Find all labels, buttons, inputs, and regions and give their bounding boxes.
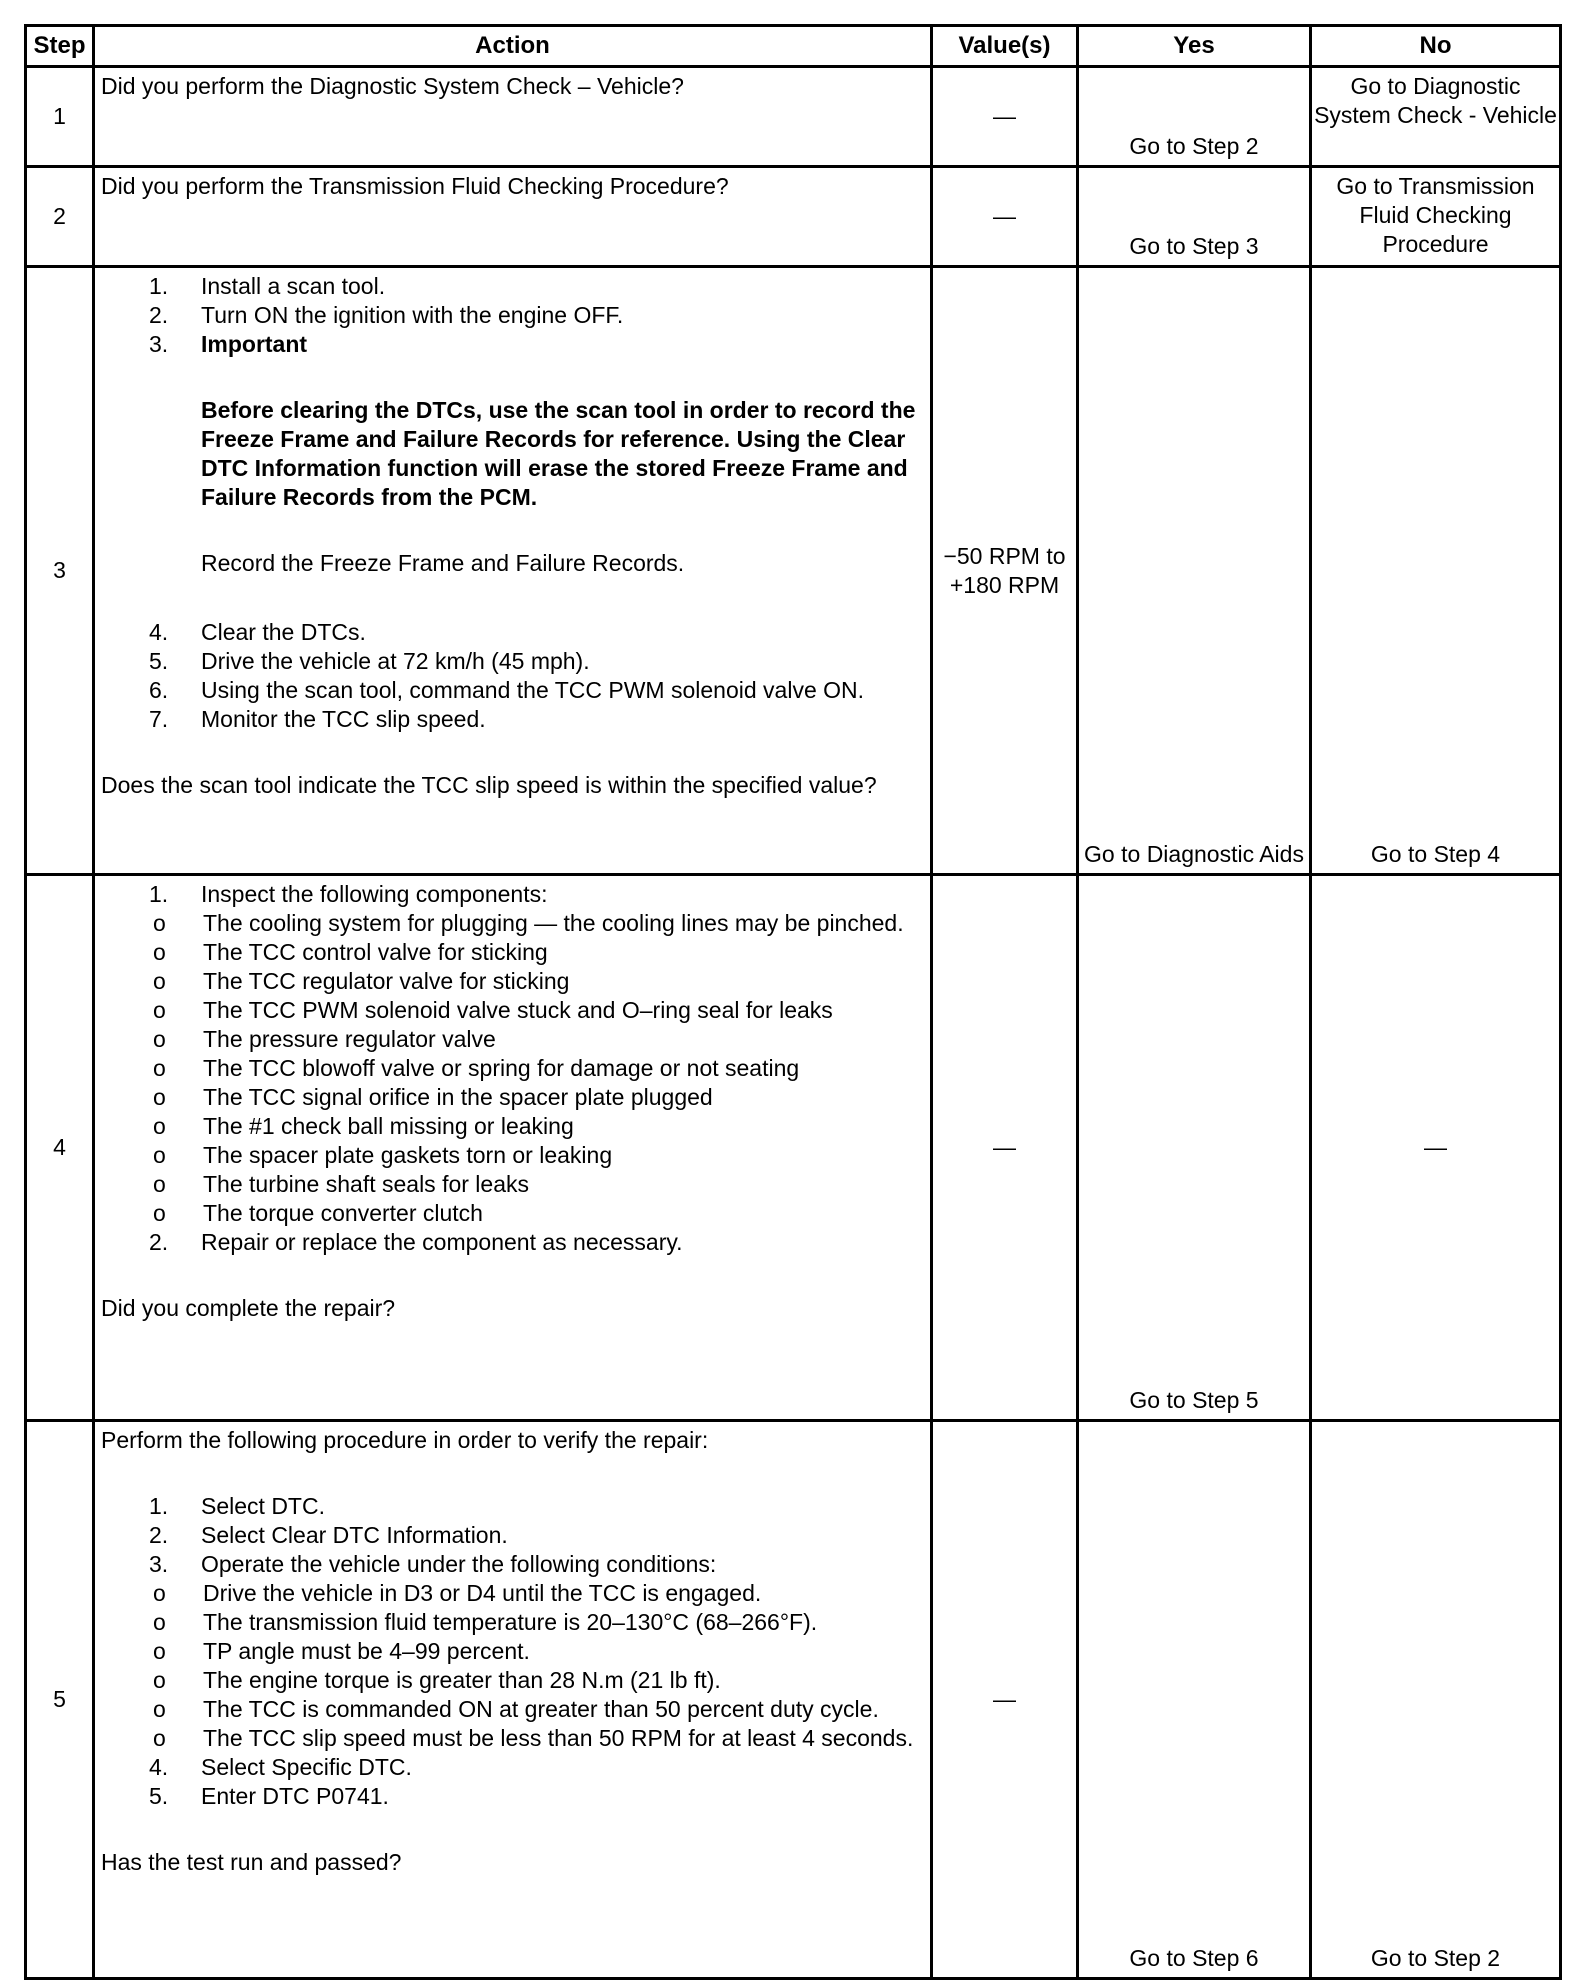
item-text: Enter DTC P0741. — [201, 1783, 389, 1809]
header-row — [26, 26, 1561, 67]
list-item — [101, 1550, 924, 1753]
list-item — [101, 705, 924, 734]
value-cell: −50 RPM to +180 RPM — [932, 267, 1078, 875]
component-item: o The TCC PWM solenoid valve stuck and O–ring seal for leaks — [101, 996, 924, 1025]
condition-item: o The TCC is commanded ON at greater than 50 percent duty cycle. — [101, 1695, 924, 1724]
action-question: Did you perform the Diagnostic System Check – Vehicle? — [101, 73, 684, 99]
action-cell — [94, 67, 932, 167]
item-number: 2. — [149, 302, 169, 328]
action-cell — [94, 267, 932, 875]
item-text: Install a scan tool. — [201, 273, 386, 299]
header-no: No — [1311, 26, 1561, 67]
item-number: 4. — [149, 619, 169, 645]
yes-cell: Go to Step 6 — [1078, 1421, 1311, 1979]
item-text: Drive the vehicle at 72 km/h (45 mph). — [201, 648, 590, 674]
item-text: Turn ON the ignition with the engine OFF. — [201, 302, 624, 328]
condition-item: o Drive the vehicle in D3 or D4 until the TCC is engaged. — [101, 1579, 924, 1608]
step-number: 5 — [26, 1421, 94, 1979]
item-number: 6. — [149, 677, 169, 703]
list-item — [101, 647, 924, 676]
yes-cell: Go to Step 3 — [1078, 167, 1311, 267]
item-text: Repair or replace the component as necessary. — [201, 1229, 683, 1255]
item-number: 5. — [149, 648, 169, 674]
item-number: 1. — [149, 1493, 169, 1519]
item-number: 2. — [149, 1522, 169, 1548]
no-cell: — — [1311, 875, 1561, 1421]
item-text: Monitor the TCC slip speed. — [201, 706, 486, 732]
component-item: o The spacer plate gaskets torn or leaking — [101, 1141, 924, 1170]
step-number: 2 — [26, 167, 94, 267]
header-step: Step — [26, 26, 94, 67]
step-number: 4 — [26, 875, 94, 1421]
step-number: 3 — [26, 267, 94, 875]
table-row — [26, 1421, 1561, 1979]
item-text: Select Specific DTC. — [201, 1754, 412, 1780]
header-action: Action — [94, 26, 932, 67]
step-list — [101, 880, 924, 1257]
yes-cell: Go to Diagnostic Aids — [1078, 267, 1311, 875]
value-cell: — — [932, 1421, 1078, 1979]
no-cell: Go to Step 2 — [1311, 1421, 1561, 1979]
component-item: o The turbine shaft seals for leaks — [101, 1170, 924, 1199]
action-cell — [94, 167, 932, 267]
component-item: o The TCC signal orifice in the spacer plate plugged — [101, 1083, 924, 1112]
item-number: 3. — [149, 331, 169, 357]
yes-cell: Go to Step 5 — [1078, 875, 1311, 1421]
list-item — [101, 330, 924, 618]
item-number: 3. — [149, 1551, 169, 1577]
table-row — [26, 67, 1561, 167]
value-cell: — — [932, 167, 1078, 267]
component-item: o The #1 check ball missing or leaking — [101, 1112, 924, 1141]
important-label: Important — [201, 331, 308, 357]
action-cell — [94, 1421, 932, 1979]
no-cell: Go to Diagnostic System Check - Vehicle — [1311, 67, 1561, 167]
condition-item: o TP angle must be 4–99 percent. — [101, 1637, 924, 1666]
condition-list — [101, 1579, 924, 1753]
list-item — [101, 1782, 924, 1811]
component-item: o The cooling system for plugging — the cooling lines may be pinched. — [101, 909, 924, 938]
item-number: 2. — [149, 1229, 169, 1255]
table-row — [26, 167, 1561, 267]
component-item: o The TCC blowoff valve or spring for damage or not seating — [101, 1054, 924, 1083]
item-number: 5. — [149, 1783, 169, 1809]
no-cell: Go to Step 4 — [1311, 267, 1561, 875]
procedure-intro: Perform the following procedure in order to verify the repair: — [101, 1427, 709, 1453]
item-text: Select Clear DTC Information. — [201, 1522, 508, 1548]
item-number: 1. — [149, 881, 169, 907]
component-item: o The TCC regulator valve for sticking — [101, 967, 924, 996]
action-cell — [94, 875, 932, 1421]
component-list — [101, 909, 924, 1228]
component-item: o The TCC control valve for sticking — [101, 938, 924, 967]
value-cell: — — [932, 875, 1078, 1421]
condition-item: o The engine torque is greater than 28 N.m (21 lb ft). — [101, 1666, 924, 1695]
step-list — [101, 1492, 924, 1811]
list-item — [101, 1753, 924, 1782]
list-item — [101, 1228, 924, 1257]
action-question: Did you perform the Transmission Fluid Checking Procedure? — [101, 173, 729, 199]
list-item — [101, 676, 924, 705]
action-question: Has the test run and passed? — [101, 1849, 402, 1875]
item-text: Clear the DTCs. — [201, 619, 366, 645]
item-number: 1. — [149, 273, 169, 299]
condition-item: o The transmission fluid temperature is 20–130°C (68–266°F). — [101, 1608, 924, 1637]
diagnostic-table — [24, 24, 1562, 1980]
no-cell: Go to Transmission Fluid Checking Procedure — [1311, 167, 1561, 267]
action-question: Did you complete the repair? — [101, 1295, 396, 1321]
item-text: Select DTC. — [201, 1493, 325, 1519]
component-item: o The pressure regulator valve — [101, 1025, 924, 1054]
table-row — [26, 267, 1561, 875]
item-number: 4. — [149, 1754, 169, 1780]
step-list — [101, 272, 924, 734]
condition-item: o The TCC slip speed must be less than 50 RPM for at least 4 seconds. — [101, 1724, 924, 1753]
header-values: Value(s) — [932, 26, 1078, 67]
list-item — [101, 1521, 924, 1550]
table-row — [26, 875, 1561, 1421]
record-instruction: Record the Freeze Frame and Failure Records. — [201, 550, 685, 576]
item-text: Operate the vehicle under the following conditions: — [201, 1551, 717, 1577]
item-text: Inspect the following components: — [201, 881, 548, 907]
yes-cell: Go to Step 2 — [1078, 67, 1311, 167]
value-cell: — — [932, 67, 1078, 167]
list-item — [101, 880, 924, 1228]
list-item — [101, 618, 924, 647]
list-item — [101, 272, 924, 301]
action-question: Does the scan tool indicate the TCC slip speed is within the specified value? — [101, 772, 877, 798]
list-item — [101, 301, 924, 330]
item-text: Using the scan tool, command the TCC PWM solenoid valve ON. — [201, 677, 865, 703]
step-number: 1 — [26, 67, 94, 167]
item-number: 7. — [149, 706, 169, 732]
list-item — [101, 1492, 924, 1521]
important-note: Before clearing the DTCs, use the scan tool in order to record the Freeze Frame and Failure Records for reference. Using the Clear DTC Information function will erase the stored Freeze Frame and Failure Records from the PCM. — [201, 397, 916, 510]
header-yes: Yes — [1078, 26, 1311, 67]
component-item: o The torque converter clutch — [101, 1199, 924, 1228]
